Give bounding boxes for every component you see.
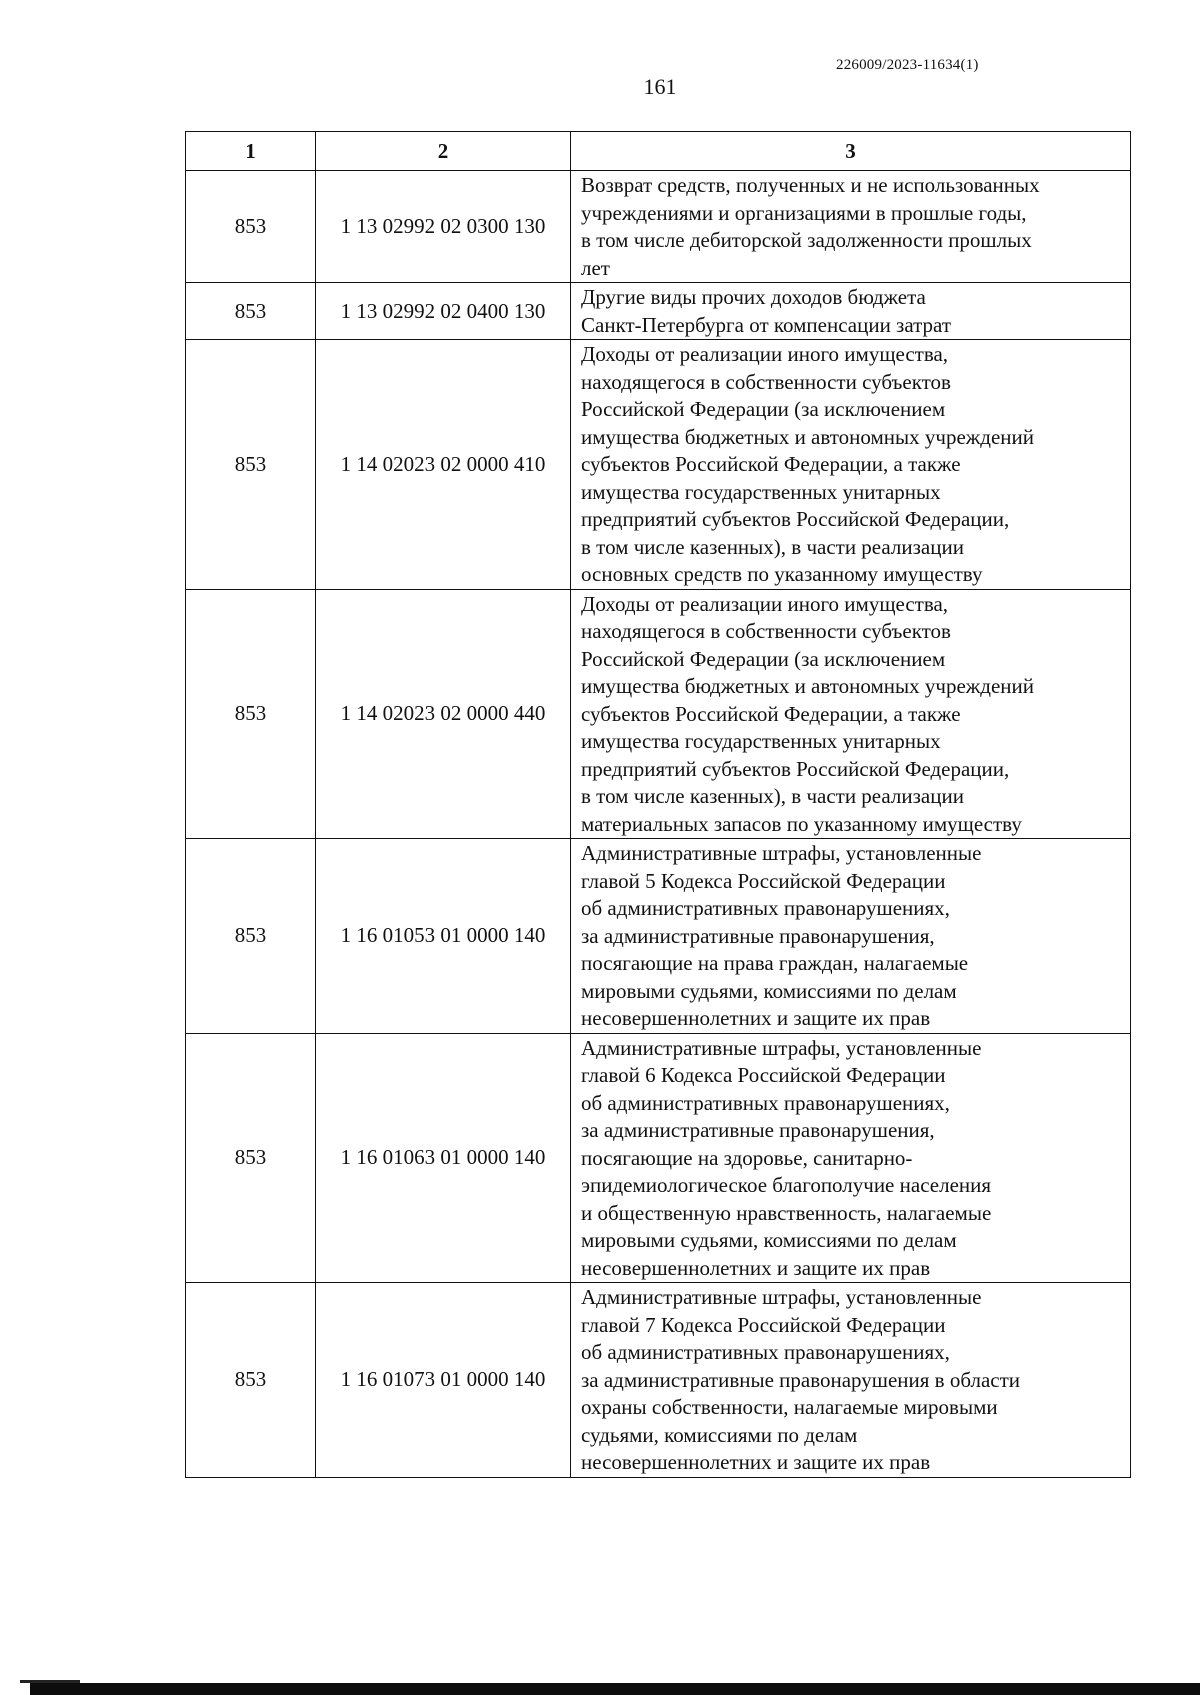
scan-bottom-border xyxy=(30,1683,1200,1695)
description-line: несовершеннолетних и защите их прав xyxy=(581,1006,931,1030)
description-line: за административные правонарушения, xyxy=(581,1118,935,1142)
admin-code-cell: 853 xyxy=(186,283,316,340)
description-line: мировыми судьями, комиссиями по делам xyxy=(581,1228,957,1252)
description-line: Доходы от реализации иного имущества, xyxy=(581,342,949,366)
description-line: об административных правонарушениях, xyxy=(581,896,950,920)
description-line: судьями, комиссиями по делам xyxy=(581,1422,858,1447)
table-row xyxy=(186,171,1131,283)
description-line: главой 6 Кодекса Российской Федерации xyxy=(581,1063,946,1087)
admin-code-cell: 853 xyxy=(186,171,316,283)
budget-classification-code-cell: 1 13 02992 02 0400 130 xyxy=(316,283,571,340)
description-line: несовершеннолетних и защите их прав xyxy=(581,1450,931,1474)
description-line: посягающие на права граждан, налагаемые xyxy=(581,951,969,975)
description-line: Административные штрафы, установленные xyxy=(581,841,982,865)
description-line: субъектов Российской Федерации, а также xyxy=(581,452,961,476)
income-description-cell xyxy=(571,1283,1131,1478)
page-number: 161 xyxy=(643,74,677,99)
description-line: находящегося в собственности субъектов xyxy=(581,369,951,394)
table-row xyxy=(186,1033,1131,1283)
column-header-1: 1 xyxy=(186,132,316,171)
admin-code-cell: 853 xyxy=(186,1283,316,1478)
income-description-cell xyxy=(571,340,1131,590)
description-line: имущества государственных унитарных xyxy=(581,729,941,753)
table-body xyxy=(186,171,1131,1478)
description-line: главой 7 Кодекса Российской Федерации xyxy=(581,1312,946,1337)
income-description-cell xyxy=(571,1033,1131,1283)
description-line: в том числе казенных), в части реализации xyxy=(581,784,964,808)
description-line: Санкт-Петербурга от компенсации затрат xyxy=(581,312,952,337)
budget-classification-code-cell: 1 13 02992 02 0300 130 xyxy=(316,171,571,283)
description-line: мировыми судьями, комиссиями по делам xyxy=(581,978,957,1003)
description-line: об административных правонарушениях, xyxy=(581,1090,950,1115)
table-row xyxy=(186,589,1131,839)
description-line: субъектов Российской Федерации, а также xyxy=(581,701,961,726)
description-line: основных средств по указанному имуществу xyxy=(581,562,983,586)
description-line: предприятий субъектов Российской Федерации, xyxy=(581,507,1010,531)
budget-classification-code-cell: 1 16 01063 01 0000 140 xyxy=(316,1033,571,1283)
budget-classification-code-cell: 1 14 02023 02 0000 440 xyxy=(316,589,571,839)
description-line: Другие виды прочих доходов бюджета xyxy=(581,285,926,309)
description-line: и общественную нравственность, налагаемые xyxy=(581,1200,992,1225)
description-line: Российской Федерации (за исключением xyxy=(581,646,946,671)
description-line: в том числе казенных), в части реализации xyxy=(581,534,964,559)
description-line: Доходы от реализации иного имущества, xyxy=(581,591,949,616)
table-row xyxy=(186,340,1131,590)
description-line: за административные правонарушения в области xyxy=(581,1367,1021,1392)
table-row xyxy=(186,839,1131,1034)
admin-code-cell: 853 xyxy=(186,340,316,590)
description-line: лет xyxy=(581,255,610,280)
income-code-table xyxy=(185,131,1131,1478)
description-line: за административные правонарушения, xyxy=(581,923,935,948)
document-id: 226009/2023-11634(1) xyxy=(836,57,979,73)
table-row xyxy=(186,1283,1131,1478)
description-line: несовершеннолетних и защите их прав xyxy=(581,1255,931,1280)
income-description-cell xyxy=(571,283,1131,340)
description-line: имущества государственных унитарных xyxy=(581,479,941,504)
table-row xyxy=(186,283,1131,340)
description-line: учреждениями и организациями в прошлые годы, xyxy=(581,200,1027,225)
description-line: главой 5 Кодекса Российской Федерации xyxy=(581,868,946,893)
description-line: имущества бюджетных и автономных учреждений xyxy=(581,674,1035,698)
description-line: охраны собственности, налагаемые мировыми xyxy=(581,1395,998,1419)
budget-classification-code-cell: 1 14 02023 02 0000 410 xyxy=(316,340,571,590)
description-line: в том числе дебиторской задолженности прошлых xyxy=(581,228,1032,252)
admin-code-cell: 853 xyxy=(186,1033,316,1283)
income-code-table-container xyxy=(185,131,1130,1478)
description-line: материальных запасов по указанному имуществу xyxy=(581,811,1022,836)
description-line: об административных правонарушениях, xyxy=(581,1340,950,1364)
table-header-row xyxy=(186,132,1131,171)
description-line: эпидемиологическое благополучие населения xyxy=(581,1173,992,1197)
income-description-cell xyxy=(571,589,1131,839)
description-line: посягающие на здоровье, санитарно- xyxy=(581,1145,913,1170)
description-line: Российской Федерации (за исключением xyxy=(581,397,946,421)
column-header-2: 2 xyxy=(316,132,571,171)
income-description-cell xyxy=(571,839,1131,1034)
admin-code-cell: 853 xyxy=(186,589,316,839)
income-description-cell xyxy=(571,171,1131,283)
description-line: Возврат средств, полученных и не использованных xyxy=(581,173,1040,197)
description-line: имущества бюджетных и автономных учреждений xyxy=(581,424,1035,449)
description-line: предприятий субъектов Российской Федерации, xyxy=(581,756,1010,781)
budget-classification-code-cell: 1 16 01053 01 0000 140 xyxy=(316,839,571,1034)
description-line: Административные штрафы, установленные xyxy=(581,1285,982,1309)
description-line: находящегося в собственности субъектов xyxy=(581,619,951,643)
column-header-3: 3 xyxy=(571,132,1131,171)
budget-classification-code-cell: 1 16 01073 01 0000 140 xyxy=(316,1283,571,1478)
description-line: Административные штрафы, установленные xyxy=(581,1035,982,1060)
admin-code-cell: 853 xyxy=(186,839,316,1034)
